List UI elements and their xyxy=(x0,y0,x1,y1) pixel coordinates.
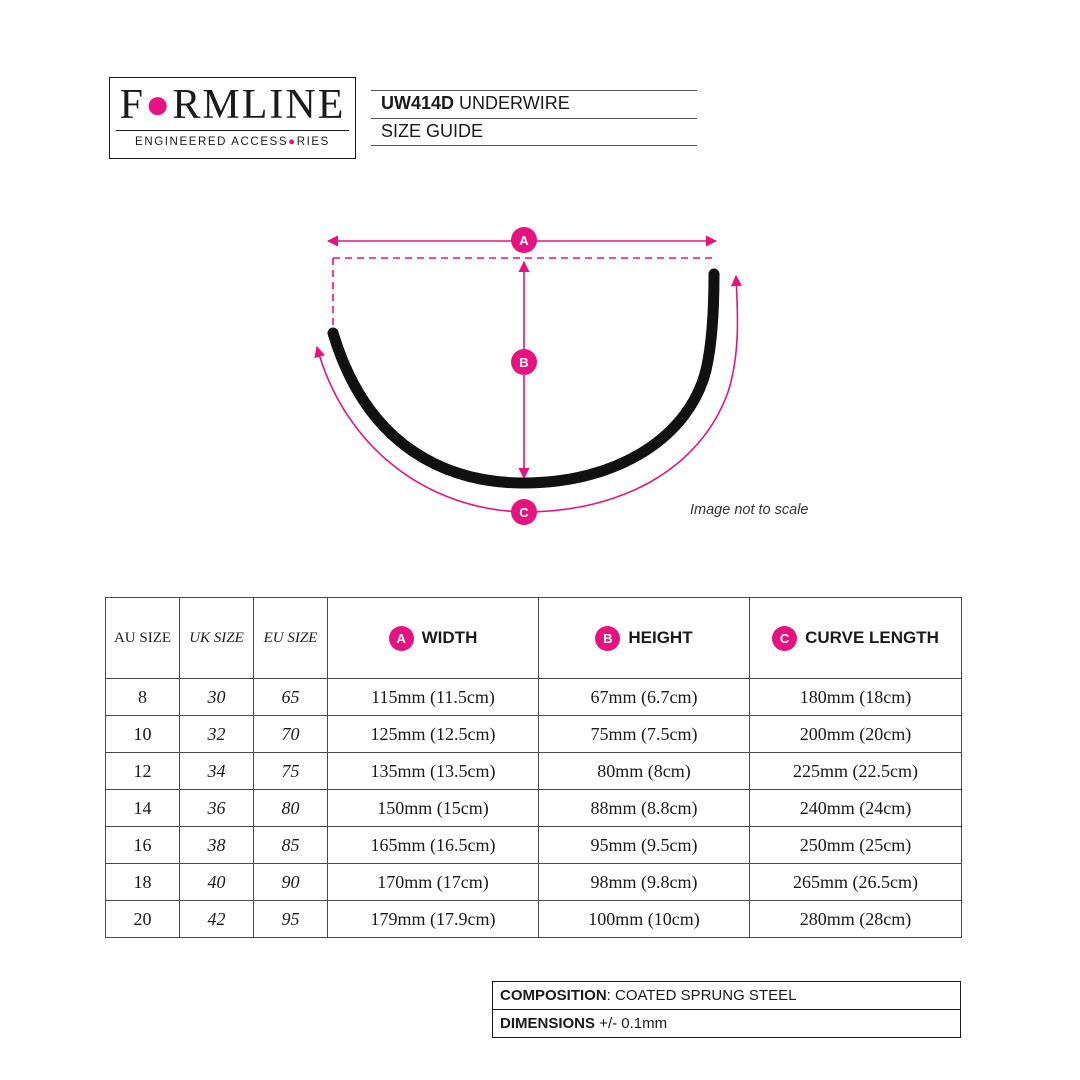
cell-width: 150mm (15cm) xyxy=(328,790,539,827)
table-row xyxy=(106,753,962,790)
underwire-diagram xyxy=(300,220,760,530)
cell-uk: 42 xyxy=(180,901,254,938)
logo-wordmark xyxy=(110,80,355,130)
cell-width: 179mm (17.9cm) xyxy=(328,901,539,938)
label-b-badge xyxy=(511,349,537,375)
cell-eu: 70 xyxy=(254,716,328,753)
spec-info-box xyxy=(492,981,961,1038)
cell-width: 135mm (13.5cm) xyxy=(328,753,539,790)
label-a-badge xyxy=(511,227,537,253)
logo-divider xyxy=(116,130,349,131)
dimensions-row xyxy=(493,1009,960,1037)
size-table xyxy=(105,597,962,938)
cell-au: 10 xyxy=(106,716,180,753)
header-uk-size: UK SIZE xyxy=(180,598,254,679)
table-row xyxy=(106,790,962,827)
tagline-dot-icon: ● xyxy=(288,136,297,148)
cell-au: 20 xyxy=(106,901,180,938)
cell-curve: 250mm (25cm) xyxy=(750,827,962,864)
cell-curve: 180mm (18cm) xyxy=(750,679,962,716)
table-row xyxy=(106,827,962,864)
header-au-size: AU SIZE xyxy=(106,598,180,679)
cell-height: 100mm (10cm) xyxy=(539,901,750,938)
cell-uk: 34 xyxy=(180,753,254,790)
title-rule-top xyxy=(371,90,697,91)
cell-uk: 30 xyxy=(180,679,254,716)
title-rule-bottom xyxy=(371,145,697,146)
cell-width: 115mm (11.5cm) xyxy=(328,679,539,716)
cell-uk: 32 xyxy=(180,716,254,753)
label-a: A xyxy=(519,233,529,248)
cell-curve: 225mm (22.5cm) xyxy=(750,753,962,790)
composition-value: : COATED SPRUNG STEEL xyxy=(606,987,797,1004)
cell-uk: 40 xyxy=(180,864,254,901)
cell-curve: 200mm (20cm) xyxy=(750,716,962,753)
logo-dot-icon: ● xyxy=(144,82,173,128)
cell-height: 98mm (9.8cm) xyxy=(539,864,750,901)
cell-height: 80mm (8cm) xyxy=(539,753,750,790)
tagline-end: RIES xyxy=(296,136,330,148)
cell-eu: 75 xyxy=(254,753,328,790)
width-badge-icon: A xyxy=(389,626,414,651)
logo-word-start: F xyxy=(119,82,145,128)
header-curve-length xyxy=(750,598,962,679)
cell-au: 14 xyxy=(106,790,180,827)
title-rule-middle xyxy=(371,118,697,119)
table-row xyxy=(106,716,962,753)
logo-word-end: RMLINE xyxy=(172,82,346,128)
cell-eu: 65 xyxy=(254,679,328,716)
composition-label: COMPOSITION xyxy=(500,987,607,1004)
dimensions-label: DIMENSIONS xyxy=(500,1015,596,1032)
product-title xyxy=(381,93,570,114)
product-subtitle: SIZE GUIDE xyxy=(381,121,484,141)
table-header-row xyxy=(106,598,962,679)
header-height xyxy=(539,598,750,679)
header-eu-size: EU SIZE xyxy=(254,598,328,679)
table-row xyxy=(106,679,962,716)
cell-height: 95mm (9.5cm) xyxy=(539,827,750,864)
cell-eu: 90 xyxy=(254,864,328,901)
cell-au: 12 xyxy=(106,753,180,790)
cell-width: 170mm (17cm) xyxy=(328,864,539,901)
header-height-label: HEIGHT xyxy=(628,628,693,647)
curve-length-arrow xyxy=(317,276,738,512)
cell-au: 16 xyxy=(106,827,180,864)
label-b: B xyxy=(519,355,529,370)
label-c: C xyxy=(519,505,529,520)
height-badge-icon: B xyxy=(595,626,620,651)
product-name: UNDERWIRE xyxy=(459,93,570,113)
cell-uk: 38 xyxy=(180,827,254,864)
tagline-start: ENGINEERED ACCESS xyxy=(135,136,289,148)
cell-au: 8 xyxy=(106,679,180,716)
logo-tagline xyxy=(110,136,355,148)
header-curve-label: CURVE LENGTH xyxy=(805,628,939,647)
cell-height: 88mm (8.8cm) xyxy=(539,790,750,827)
composition-row xyxy=(493,982,960,1009)
cell-eu: 80 xyxy=(254,790,328,827)
cell-height: 67mm (6.7cm) xyxy=(539,679,750,716)
cell-width: 125mm (12.5cm) xyxy=(328,716,539,753)
cell-eu: 85 xyxy=(254,827,328,864)
cell-width: 165mm (16.5cm) xyxy=(328,827,539,864)
cell-curve: 265mm (26.5cm) xyxy=(750,864,962,901)
scale-note: Image not to scale xyxy=(690,502,809,518)
dimensions-value: +/- 0.1mm xyxy=(595,1015,668,1032)
table-row xyxy=(106,901,962,938)
header-width-label: WIDTH xyxy=(421,628,478,647)
cell-uk: 36 xyxy=(180,790,254,827)
cell-au: 18 xyxy=(106,864,180,901)
cell-eu: 95 xyxy=(254,901,328,938)
cell-curve: 280mm (28cm) xyxy=(750,901,962,938)
brand-logo xyxy=(109,77,356,159)
cell-height: 75mm (7.5cm) xyxy=(539,716,750,753)
cell-curve: 240mm (24cm) xyxy=(750,790,962,827)
header-width xyxy=(328,598,539,679)
label-c-badge xyxy=(511,499,537,525)
curve-badge-icon: C xyxy=(772,626,797,651)
product-code: UW414D xyxy=(381,93,455,113)
table-row xyxy=(106,864,962,901)
